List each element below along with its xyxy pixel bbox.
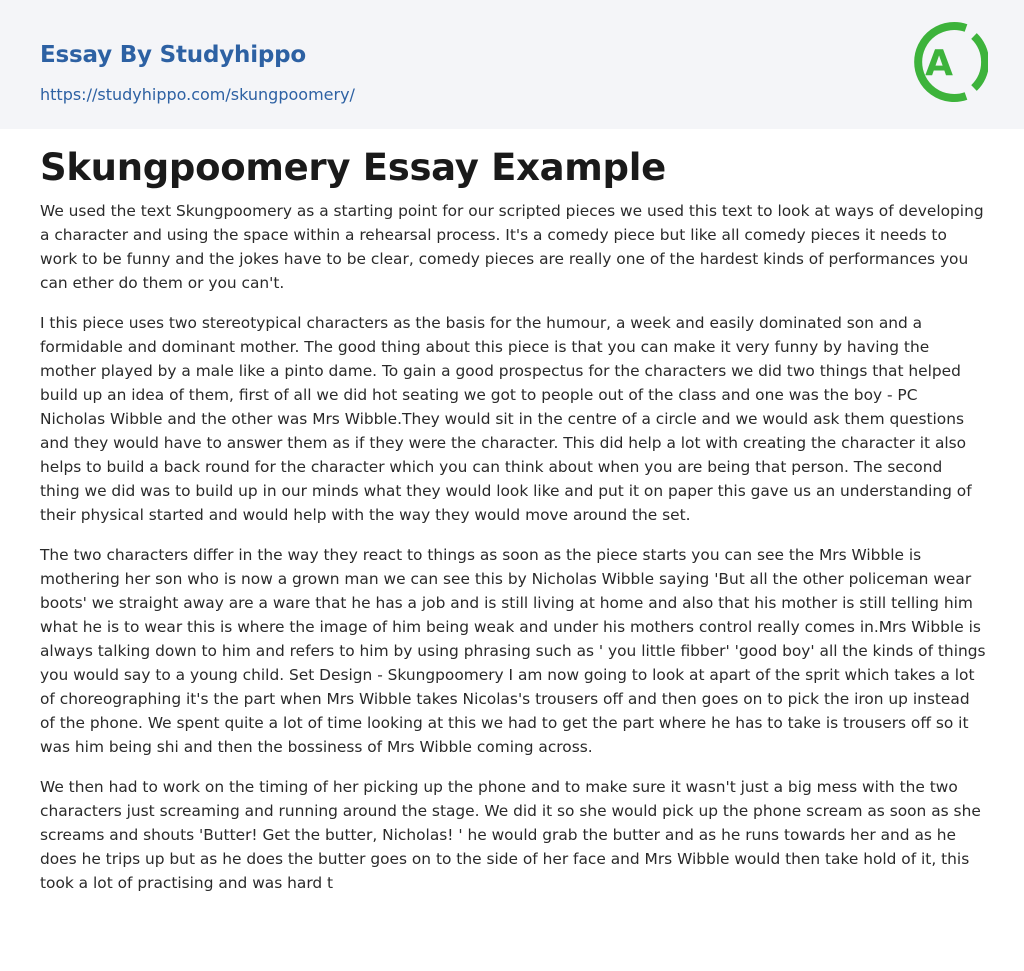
studyhippo-logo-icon[interactable]: [908, 18, 988, 106]
page-title: Skungpoomery Essay Example: [40, 146, 666, 189]
article-paragraph: We then had to work on the timing of her picking up the phone and to make sure it wasn't just a big mess with the two characters just screaming and running around the stage. We did it so she would pick up the phone scream as soon as she screams and shouts 'Butter! Get the butter, Nicholas! ' he would grab the butter and as he runs towards her and as he does he trips up but as he does the butter goes on to the side of her face and Mrs Wibble would then take hold of it, this took a lot of practising and was hard t: [40, 778, 981, 892]
article-paragraph: The two characters differ in the way they react to things as soon as the piece starts you can see the Mrs Wibble is mothering her son who is now a grown man we can see this by Nicholas Wibble saying 'But all the other policeman wear boots' we straight away are a ware that he has a job and is still living at home and also that his mother is still telling him what he is to wear this is where the image of him being weak and under his mothers control really comes in.Mrs Wibble is always talking down to him and refers to him by using phrasing such as ' you little fibber' 'good boy' all the kinds of things you would say to a young child. Set Design - Skungpoomery I am now going to look at apart of the sprit which takes a lot of choreographing it's the part when Mrs Wibble takes Nicolas's trousers off and then goes on to pick the iron up instead of the phone. We spent quite a lot of time looking at this we had to get the part where he has to take is trousers off so it was him being shi and then the bossiness of Mrs Wibble coming across.: [40, 546, 986, 756]
article-paragraph: We used the text Skungpoomery as a starting point for our scripted pieces we used this text to look at ways of developing a character and using the space within a rehearsal process. It's a comedy piece but like all comedy pieces it needs to work to be funny and the jokes have to be clear, comedy pieces are really one of the hardest kinds of performances you can ether do them or you can't.: [40, 202, 984, 292]
logo-ring-right: [974, 36, 985, 88]
page-header: [0, 0, 1024, 129]
essay-url-link[interactable]: https://studyhippo.com/skungpoomery/: [40, 85, 355, 104]
logo-letter: A: [925, 43, 953, 84]
article: [40, 143, 986, 911]
article-paragraph: I this piece uses two stereotypical characters as the basis for the humour, a week and easily dominated son and a formidable and dominant mother. The good thing about this piece is that you can make it very funny by having the mother played by a male like a pinto dame. To gain a good prospectus for the characters we did two things that helped build up an idea of them, first of all we did hot seating we got to people out of the class and one was the boy - PC Nicholas Wibble and the other was Mrs Wibble.They would sit in the centre of a circle and we would ask them questions and they would have to answer them as if they were the character. This did help a lot with creating the character it also helps to build a back round for the character which you can think about when you are being that person. The second thing we did was to build up in our minds what they would look like and put it on paper this gave us an understanding of their physical started and would help with the way they would move around the set.: [40, 314, 972, 524]
site-brand[interactable]: Essay By Studyhippo: [40, 42, 307, 68]
